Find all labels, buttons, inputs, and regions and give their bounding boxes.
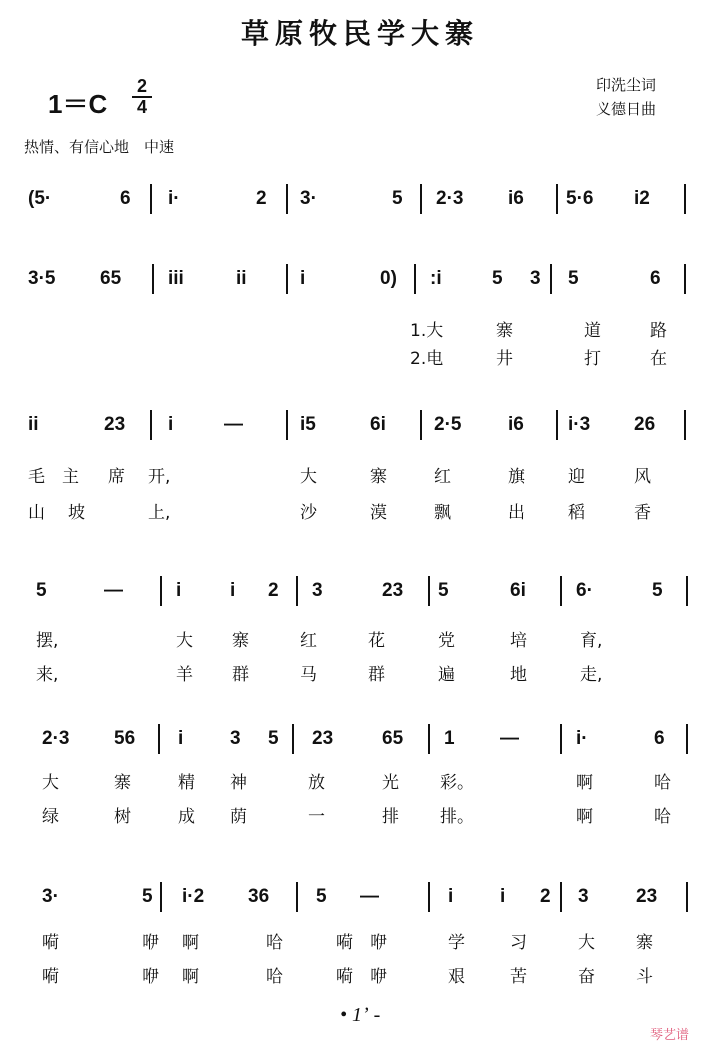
bar-line [428, 882, 430, 912]
lyric-syllable: 寨 [496, 321, 513, 341]
lyric-syllable: 红 [434, 467, 451, 487]
bar-line [560, 724, 562, 754]
bar-line [684, 264, 686, 294]
lyric-syllable: 打 [584, 349, 601, 369]
lyric-syllable: 井 [496, 349, 513, 369]
lyric-syllable: 党 [438, 631, 455, 651]
lyric-syllable: 啊 [576, 807, 593, 827]
note: 3 [230, 728, 241, 749]
note: 2 [268, 580, 279, 601]
note: 23 [312, 728, 334, 749]
note: 36 [248, 886, 270, 907]
note: i· [576, 728, 588, 749]
lyric-syllable: 寨 [232, 631, 249, 651]
bar-line [560, 882, 562, 912]
lyric-syllable: 艰 [448, 967, 465, 987]
lyric-syllable: 山 [28, 503, 45, 523]
bar-line [160, 576, 162, 606]
lyric-syllable: 大 [176, 631, 193, 651]
lyric-syllable: 红 [300, 631, 317, 651]
lyric-syllable: 路 [650, 321, 667, 341]
note: ii [236, 268, 247, 289]
lyric-syllable: 旗 [508, 467, 525, 487]
lyric-syllable: 排。 [440, 807, 474, 827]
bar-line [420, 410, 422, 440]
lyric-syllable: 精 [178, 773, 195, 793]
note: i2 [634, 188, 650, 209]
bar-line [560, 576, 562, 606]
note: 56 [114, 728, 136, 749]
bar-line [686, 724, 688, 754]
bar-line [296, 882, 298, 912]
note: 5 [142, 886, 153, 907]
note: 2·3 [42, 728, 70, 749]
bar-line [686, 576, 688, 606]
bar-line [286, 410, 288, 440]
lyric-syllable: 哈 [266, 967, 283, 987]
bar-line [428, 576, 430, 606]
note: — [104, 580, 123, 601]
lyric-syllable: 育, [580, 631, 603, 651]
lyric-syllable: 哈 [266, 933, 283, 953]
lyric-syllable: 来, [36, 665, 59, 685]
bar-line [550, 264, 552, 294]
note: i [500, 886, 506, 907]
lyric-syllable: 咿 [142, 933, 159, 953]
lyric-syllable: 哈 [654, 807, 671, 827]
note: 3 [312, 580, 323, 601]
lyric-syllable: 嗬 [42, 967, 59, 987]
lyric-syllable: 啊 [576, 773, 593, 793]
bar-line [296, 576, 298, 606]
bar-line [428, 724, 430, 754]
note: 5 [652, 580, 663, 601]
note: 3·5 [28, 268, 56, 289]
note: 26 [634, 414, 656, 435]
lyric-syllable: 光 [382, 773, 399, 793]
note: 5 [568, 268, 579, 289]
note: — [360, 886, 379, 907]
note: 6 [120, 188, 131, 209]
note: 6 [650, 268, 661, 289]
page-number: • 1ʼ - [340, 1004, 381, 1026]
lyric-syllable: 咿 [370, 933, 387, 953]
bar-line [286, 184, 288, 214]
lyric-syllable: 啊 [182, 967, 199, 987]
lyric-syllable: 嗬 [336, 967, 353, 987]
lyric-syllable: 摆, [36, 631, 59, 651]
bar-line [684, 410, 686, 440]
song-title: 草原牧民学大寨 [240, 17, 479, 50]
note: 5 [438, 580, 449, 601]
bar-line [150, 184, 152, 214]
note: 3· [300, 188, 317, 209]
note: 2·5 [434, 414, 462, 435]
lyric-syllable: 毛 [28, 467, 45, 487]
note: i· [168, 188, 180, 209]
note: 23 [382, 580, 404, 601]
note: i6 [508, 188, 524, 209]
note: 6 [654, 728, 665, 749]
note: iii [168, 268, 184, 289]
time-signature [132, 78, 152, 116]
bar-line [556, 410, 558, 440]
lyric-syllable: 绿 [42, 807, 59, 827]
lyric-syllable: 风 [634, 467, 651, 487]
note: :i [430, 268, 442, 289]
lyric-syllable: 嗬 [42, 933, 59, 953]
bar-line [286, 264, 288, 294]
lyric-syllable: 群 [368, 665, 385, 685]
lyric-syllable: 席 [108, 467, 125, 487]
lyric-syllable: 大 [578, 933, 595, 953]
lyric-syllable: 大 [42, 773, 59, 793]
note: (5· [28, 188, 52, 209]
composer: 义德日曲 [596, 100, 657, 118]
bar-line [414, 264, 416, 294]
lyric-syllable: 迎 [568, 467, 585, 487]
note: 5 [316, 886, 327, 907]
lyric-syllable: 寨 [370, 467, 387, 487]
lyric-syllable: 遍 [438, 665, 455, 685]
note: i·2 [182, 886, 205, 907]
meter-top: 2 [136, 76, 147, 96]
lyric-syllable: 学 [448, 933, 465, 953]
note: 5·6 [566, 188, 594, 209]
bar-line [420, 184, 422, 214]
note: 5 [36, 580, 47, 601]
lyric-syllable: 彩。 [440, 773, 474, 793]
lyric-syllable: 飘 [434, 503, 451, 523]
lyric-syllable: 寨 [114, 773, 131, 793]
lyric-syllable: 成 [178, 807, 195, 827]
lyric-syllable: 2.电 [410, 349, 444, 369]
lyricist: 印洗尘词 [596, 76, 657, 94]
note: i [448, 886, 454, 907]
note: 6i [370, 414, 386, 435]
lyric-syllable: 稻 [568, 503, 585, 523]
lyric-syllable: 地 [510, 665, 527, 685]
lyric-syllable: 习 [510, 933, 527, 953]
note: 0) [380, 268, 397, 289]
lyric-syllable: 啊 [182, 933, 199, 953]
lyric-syllable: 哈 [654, 773, 671, 793]
note: 3 [530, 268, 541, 289]
lyric-syllable: 坡 [68, 503, 85, 523]
bar-line [686, 882, 688, 912]
note: i6 [508, 414, 524, 435]
bar-line [292, 724, 294, 754]
bar-line [150, 410, 152, 440]
bar-line [158, 724, 160, 754]
note: — [224, 414, 243, 435]
lyric-syllable: 羊 [176, 665, 193, 685]
bar-line [152, 264, 154, 294]
lyric-syllable: 漠 [370, 503, 387, 523]
note: 65 [382, 728, 404, 749]
key-signature: 1＝C [48, 89, 108, 119]
meter-bottom: 4 [136, 97, 147, 117]
lyric-syllable: 主 [62, 467, 79, 487]
note: 5 [392, 188, 403, 209]
lyric-syllable: 马 [300, 665, 317, 685]
lyric-syllable: 培 [510, 631, 527, 651]
lyric-syllable: 花 [368, 631, 385, 651]
bar-line [160, 882, 162, 912]
lyric-syllable: 沙 [300, 503, 317, 523]
note: 1 [444, 728, 455, 749]
lyric-syllable: 1.大 [410, 321, 444, 341]
note: ii [28, 414, 39, 435]
note: 6· [576, 580, 593, 601]
note: 2 [540, 886, 551, 907]
lyric-syllable: 走, [580, 665, 603, 685]
lyric-syllable: 咿 [142, 967, 159, 987]
lyric-syllable: 在 [650, 349, 667, 369]
lyric-syllable: 荫 [230, 807, 247, 827]
note: i [176, 580, 182, 601]
lyric-syllable: 道 [584, 321, 601, 341]
note: — [500, 728, 519, 749]
note: i [168, 414, 174, 435]
note: 3· [42, 886, 59, 907]
lyric-syllable: 群 [232, 665, 249, 685]
lyric-syllable: 放 [308, 773, 325, 793]
note: 65 [100, 268, 122, 289]
lyric-syllable: 出 [508, 503, 525, 523]
lyric-syllable: 神 [230, 773, 247, 793]
note: 2·3 [436, 188, 464, 209]
lyric-syllable: 树 [114, 807, 131, 827]
note: i [230, 580, 236, 601]
lyric-syllable: 排 [382, 807, 399, 827]
note: 6i [510, 580, 526, 601]
lyric-syllable: 嗬 [336, 933, 353, 953]
bar-line [556, 184, 558, 214]
lyric-syllable: 咿 [370, 967, 387, 987]
lyric-syllable: 斗 [636, 967, 653, 987]
note: 5 [492, 268, 503, 289]
lyric-syllable: 开, [148, 467, 171, 487]
note: i [178, 728, 184, 749]
note: 23 [636, 886, 658, 907]
lyric-syllable: 一 [308, 807, 325, 827]
tempo-marking: 热情、有信心地 中速 [24, 138, 175, 156]
lyric-syllable: 苦 [510, 967, 527, 987]
bar-line [684, 184, 686, 214]
note: i [300, 268, 306, 289]
lyric-syllable: 上, [148, 503, 171, 523]
lyric-syllable: 寨 [636, 933, 653, 953]
note: 23 [104, 414, 126, 435]
lyric-syllable: 大 [300, 467, 317, 487]
note: 3 [578, 886, 589, 907]
watermark-logo: 琴艺谱 [650, 1028, 690, 1043]
lyric-syllable: 奋 [578, 967, 595, 987]
note: 2 [256, 188, 267, 209]
note: i5 [300, 414, 316, 435]
note: 5 [268, 728, 279, 749]
note: i·3 [568, 414, 591, 435]
lyric-syllable: 香 [634, 503, 651, 523]
